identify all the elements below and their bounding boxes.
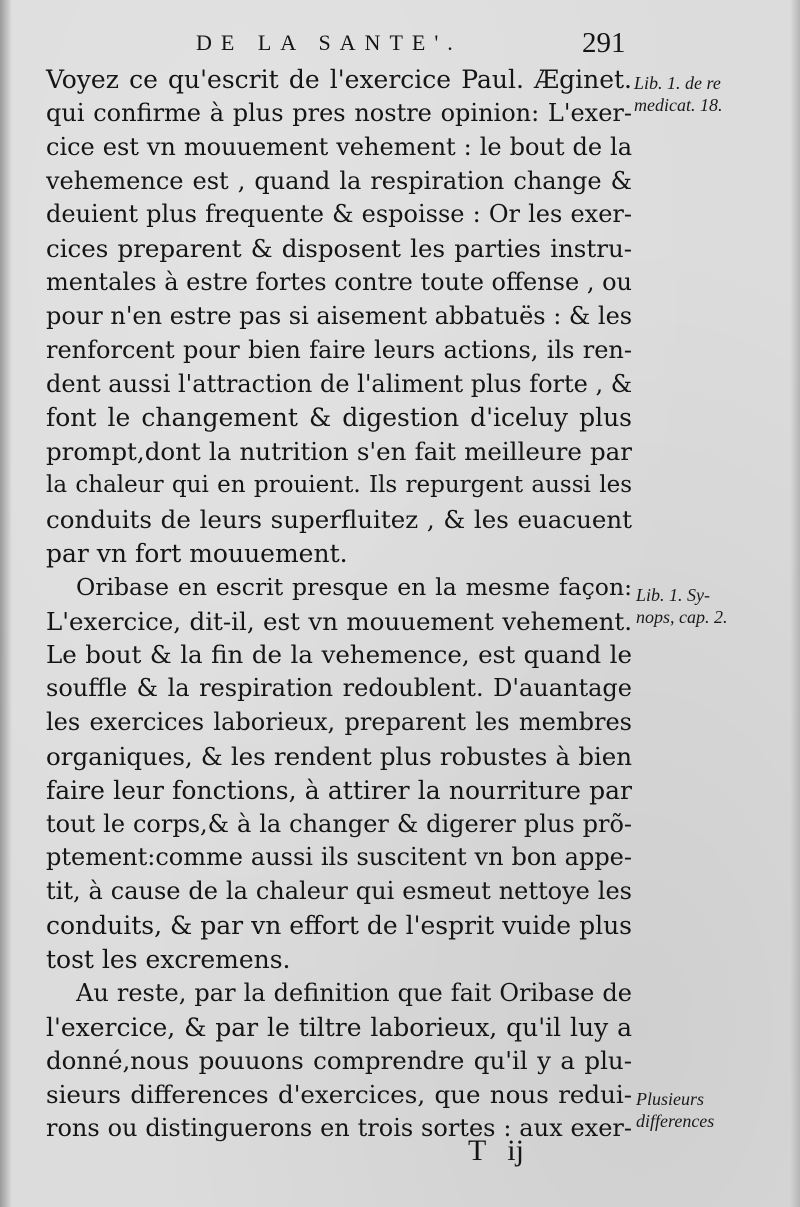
text-line: la chaleur qui en prouient. Ils repurgent aussi les [46,472,632,499]
page-number: 291 [582,27,626,59]
margin-note-reference [634,72,722,116]
text-line: Voyez ce qu'escrit de l'exercice Paul. Æginet. [46,65,632,94]
text-line: l'exercice, & par le tiltre laborieux, qu'il luy a [46,1012,632,1042]
text-line: mentales à estre fortes contre toute offense , ou [46,268,632,297]
text-line: cices preparent & disposent les parties instru- [46,234,632,264]
text-line: tout le corps,& à la changer & digerer plus prõ- [46,809,632,838]
margin-note-line: Lib. 1. Sy- [636,585,710,605]
text-line: font le changement & digestion d'iceluy plus [46,403,632,433]
page-edge-shadow-left [0,0,12,1207]
text-line: organiques, & les rendent plus robustes à bien [46,741,632,771]
text-line: deuient plus frequente & espoisse : Or les exer- [46,200,632,229]
running-head: DE LA SANTE'. [196,30,462,55]
margin-note-reference [636,584,728,628]
text-line: vehemence est , quand la respiration change & [46,166,632,195]
signature-mark: T ij [468,1134,524,1167]
text-line: cice est vn mouuement vehement : le bout de la [46,132,632,161]
page-edge-shadow-right [790,0,800,1207]
text-line: Oribase en escrit presque en la mesme façon: [76,572,632,601]
text-line: ptement:comme aussi ils suscitent vn bon appe- [46,843,632,872]
text-line: tit, à cause de la chaleur qui esmeut nettoye les [46,877,632,906]
body-text [46,63,632,1146]
text-line: donné,nous pouuons comprendre qu'il y a plu- [46,1046,632,1076]
text-line: rons ou distinguerons en trois sortes : aux exer- [46,1114,632,1143]
margin-note-line: Plusieurs [636,1089,705,1109]
text-line: sieurs differences d'exercices, que nous redui- [46,1080,632,1110]
text-line: souffle & la respiration redoublent. D'auantage [46,674,632,703]
text-line: L'exercice, dit-il, est vn mouuement vehement. [46,606,632,636]
margin-note-line: nops, cap. 2. [636,607,728,627]
text-line: par vn fort mouuement. [46,538,348,568]
text-line: pour n'en estre pas si aisement abbatuës : & les [46,301,633,330]
margin-note-line: Lib. 1. de re [634,73,721,93]
text-line: Au reste, par la definition que fait Oribase de [76,978,632,1007]
text-line: dent aussi l'attraction de l'aliment plus forte , & [46,369,633,398]
margin-note-line: medicat. 18. [634,95,723,115]
margin-note-line: differences [636,1111,715,1131]
text-line: renforcent pour bien faire leurs actions, ils ren- [46,335,632,364]
text-line: conduits de leurs superfluitez , & les euacuent [46,504,632,534]
text-line: prompt,dont la nutrition s'en fait meilleure par [46,437,632,467]
margin-note-subject [636,1088,714,1132]
text-line: les exercices laborieux, preparent les membres [46,708,632,737]
text-line: conduits, & par vn effort de l'esprit vuide plus [46,911,632,941]
text-line: Le bout & la fin de la vehemence, est quand le [46,640,632,670]
text-line: qui confirme à plus pres nostre opinion: L'exer- [46,98,632,127]
text-line: tost les excremens. [46,944,291,974]
text-line: faire leur fonctions, à attirer la nourriture par [46,775,632,805]
